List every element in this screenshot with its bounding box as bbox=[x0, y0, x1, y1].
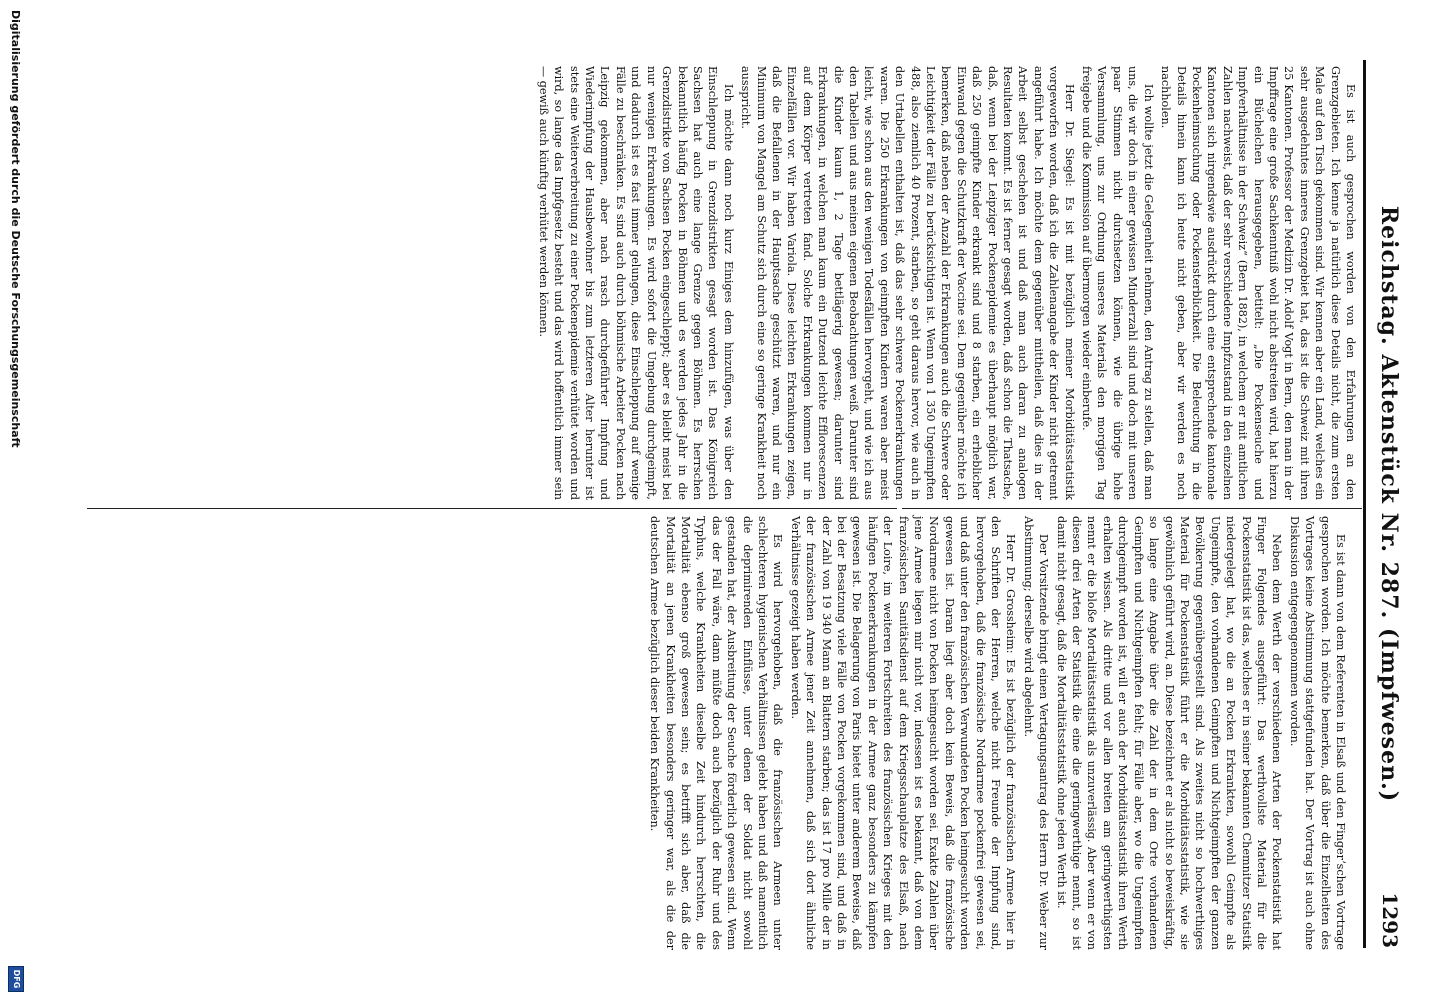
header-rule bbox=[1363, 60, 1366, 948]
right-column bbox=[647, 516, 1348, 950]
column-divider bbox=[902, 508, 1362, 509]
running-head: Reichstag. Aktenstück Nr. 287. (Impfwesen.) bbox=[1376, 205, 1402, 803]
digitization-footer bbox=[0, 0, 32, 1000]
digitization-notice: Digitalisierung gefördert durch die Deutsche Forschungsgemeinschaft bbox=[9, 10, 22, 448]
column-divider bbox=[87, 508, 897, 509]
paragraph: Ich wollte jetzt die Gelegenheit nehmen, den Antrag zu stellen, daß man uns, die wir doch in einer gewissen Minderzahl sind und doch mit unseren paar Stimmen nicht durchsetzen können, wie die übrige hohe Versammlung, uns zur Ordnung unseres Materials den morgigen Tag freigebe und die Kommission auf übermorgen wieder einberufe. bbox=[1080, 66, 1155, 500]
dfg-logo-icon: DFG bbox=[8, 966, 24, 992]
paragraph: Es wird hervorgehoben, daß die französischen Armeen unter schlechteren hygienischen Verhältnissen gelebt haben und daß namentlich die deprimirenden Einflüsse, unter denen der Soldat nicht sowohl gestanden hat, der Ausbreitung der Seuche förderlich gewesen sind. Wenn das der Fall wäre, dann müßte doch auch bezüglich der Ruhr und des Typhus, welche Krankheiten dieselbe Zeit hindurch herrschten, die Mortalität ebenso groß gewesen sein; es betrifft sich aber, daß die Mortalität an jenen Krankheiten besonders geringer war, als die der deutschen Armee bezüglich dieser beiden Krankheiten. bbox=[648, 516, 785, 950]
page-number: 1293 bbox=[1378, 892, 1402, 948]
paragraph: Es ist dann von dem Referenten in Elsaß und den Fingerʼschen Vortrage gesprochen worden. Ich möchte bemerken, daß über die Einzelheiten des Vortrages keine Abstimmung stattgefunden hat. Der Vortrag ist auch ohne Diskussion entgegengenommen worden. bbox=[1287, 516, 1347, 950]
paragraph: Herr Dr. Grossheim: Es ist bezüglich der französischen Armee hier in den Schriften der Herren, welche nicht Freunde der Impfung sind, hervorgehoben, daß die französische Nordarmee pockenfrei gewesen sei, und daß unter den französischen Verwundeten Pocken heimgesucht worden gewesen ist. Daran liegt aber doch kein Beweis, daß die französische Nordarmee nicht von Pocken heimgesucht worden sei. Exakte Zahlen über jene Armee liegen mir nicht vor, indessen ist es bekannt, daß von dem französischen Sanitätsdienst auf dem Kriegsschauplatze des Elsaß, nach der Loire, im weiteren Fortschreiten des französischen Krieges mit den häufigen Pockenerkrankungen in der Armee ganz besonders zu kämpfen gewesen ist. Die Belagerung von Paris bietet unter anderem Beweise, daß bei der Besatzung viele Fälle von Pocken vorgekommen sind, und daß in der Zahl von 19 340 Mann an Blattern starben; das ist 17 pro Mille der in der französischen Armee jener Zeit annehmen, daß sich dort ähnliche Verhältnisse gezeigt haben werden. bbox=[788, 516, 1018, 950]
paragraph: Ich möchte dann noch kurz Einiges dem hinzufügen, was über den Einschleppung in Grenzdistrikten gesagt worden ist. Das Königreich Sachsen hat auch eine lange Grenze gegen Böhmen. Es herrschen bekanntlich häufig Pocken in Böhmen und es werden jedes Jahr in die Grenzdistrikte von Sachsen Pocken eingeschleppt; aber es bleibt meist bei nur wenigen Erkrankungen. Es wird sofort die Umgebung durchgeimpft, und dadurch ist es fast immer gelungen, diese Einschleppung auf wenige Fälle zu beschränken. Es sind auch durch böhmische Arbeiter Pocken nach Leipzig gekommen, aber nach rasch durchgeführter Impfung und Wiederimpfung der Hausbewohner bis zum letzteren Alter herunter ist stets eine Weiterverbreitung zu einer Pockenepidemie verhütet worden und wird, so lange das Impfgesetz besteht und das wird hoffentlich immer sein — gewiß auch künftig verhütet werden können. bbox=[536, 66, 735, 500]
left-column bbox=[535, 66, 1358, 500]
paragraph: Der Vorsitzende bringt einen Vertagungsantrag des Herrn Dr. Weber zur Abstimmung; derselbe wird abgelehnt. bbox=[1021, 516, 1051, 950]
paragraph: Es ist auch gesprochen worden von den Erfahrungen an den Grenzgebieten. Ich kenne ja natürlich diese Details nicht, die zum ersten Male auf den Tisch gekommen sind. Wir kennen aber ein Land, welches ein sehr ausgedehntes inneres Grenzgebiet hat, das ist die Schweiz mit ihren 25 Kantonen. Professor der Medizin Dr. Adolf Vogt in Bern, den man in der Impffrage eine große Sachkenntniß wohl nicht abstreiten wird, hat hierzu ein Büchelchen herausgegeben, betitelt: „Die Pockenseuche und Impfverhältnisse in der Schweiz“ (Bern 1882), in welchem er mit amtlichen Zahlen nachweist, daß der sehr verschiedene Impfzustand in den einzelnen Kantonen sich nirgendswie ausdrückt durch eine entsprechende kantonale Pockenheimsuchung oder Pockensterblichkeit. Die Beleuchtung in die Details hinein kann ich heute nicht geben, aber wir werden es noch nachholen. bbox=[1159, 66, 1357, 500]
paragraph: Herr Dr. Siegel: Es ist mit bezüglich meiner Morbiditätsstatistik vorgeworfen worden, daß ich die Zahlenangabe der Kinder nicht getrennt angeführt habe. Ich möchte dem gegenüber mittheilen, daß dies in der Arbeit selbst geschehen ist und daß man auch daran zu analogen Resultaten kommt. Es ist ferner gesagt worden, daß schon die Thatsache, daß, wenn bei der Leipziger Pockenepidemie es überhaupt möglich war, daß 250 geimpfte Kinder erkrankt sind und 8 starben, ein erheblicher Einwand gegen die Schutzkraft der Vaccine sei. Dem gegenüber möchte ich bemerken, daß neben der Anzahl der Erkrankungen auch die Schwere oder Leichtigkeit der Fälle zu berücksichtigen ist. Wenn von 1 350 Ungeimpften 488, also ziemlich 40 Prozent, starben, so geht daraus hervor, wie auch in den Urtabellen enthalten ist, daß das sehr schwere Pockenerkrankungen waren. Die 250 Erkrankungen von geimpften Kindern waren aber meist leicht, wie schon aus den wenigen Todesfällen hervorgeht, und wie ich aus den Tabellen und aus meinen eigenen Beobachtungen weiß. Darunter sind die Kinder kaum 1, 2 Tage bettlägerig gewesen; darunter sind Erkrankungen, in welchen man kaum ein Dutzend leichte Efflorescenzen auf dem Körper vertreten fand. Solche Erkrankungen kommen nur in Einzelfällen vor. Wir haben Variola. Diese leichten Erkrankungen zeigen, daß die Befallenen in der Hauptsache geschützt waren, und nur ein Minimum von Mangel am Schutz sich durch eine so geringe Krankheit noch ausspricht. bbox=[739, 66, 1076, 500]
paragraph: Neben dem Werth der verschiedenen Arten der Pockenstatistik hat Finger Folgendes ausgeführt: Das werthvollste Material für die Pockenstatistik ist das, welches er in seiner bekannten Chemnitzer Statistik niedergelegt hat, wo die an Pocken Erkrankten, sowohl Geimpfte als Ungeimpfte, den vorhandenen Geimpften und Nichtgeimpften der ganzen Bevölkerung gegenübergestellt sind. Als zweites nicht so hochwerthiges Material für Pockenstatistik führt er die Morbiditätsstatistik, wie sie gewöhnlich geführt wird, an. Diese bezeichnet er als nicht so beweiskräftig, so lange eine Angabe über die Zahl der in dem Orte vorhandenen Geimpften und Nichtgeimpften fehlt; für Fälle aber, wo die Ungeimpften durchgeimpft worden ist, will er auch der Morbiditätsstatistik ihren Werth erhalten wissen. Als dritte und vor allen breiten am geringwerthigsten nennt er die bloße Mortalitätsstatistik als unzuverlässig. Aber wenn er von diesen drei Arten der Statistik die eine die geringwerthige nennt, so ist damit nicht gesagt, daß die Mortalitätsstatistik ohne jeden Werth ist. bbox=[1054, 516, 1284, 950]
page-header bbox=[1362, 60, 1412, 948]
